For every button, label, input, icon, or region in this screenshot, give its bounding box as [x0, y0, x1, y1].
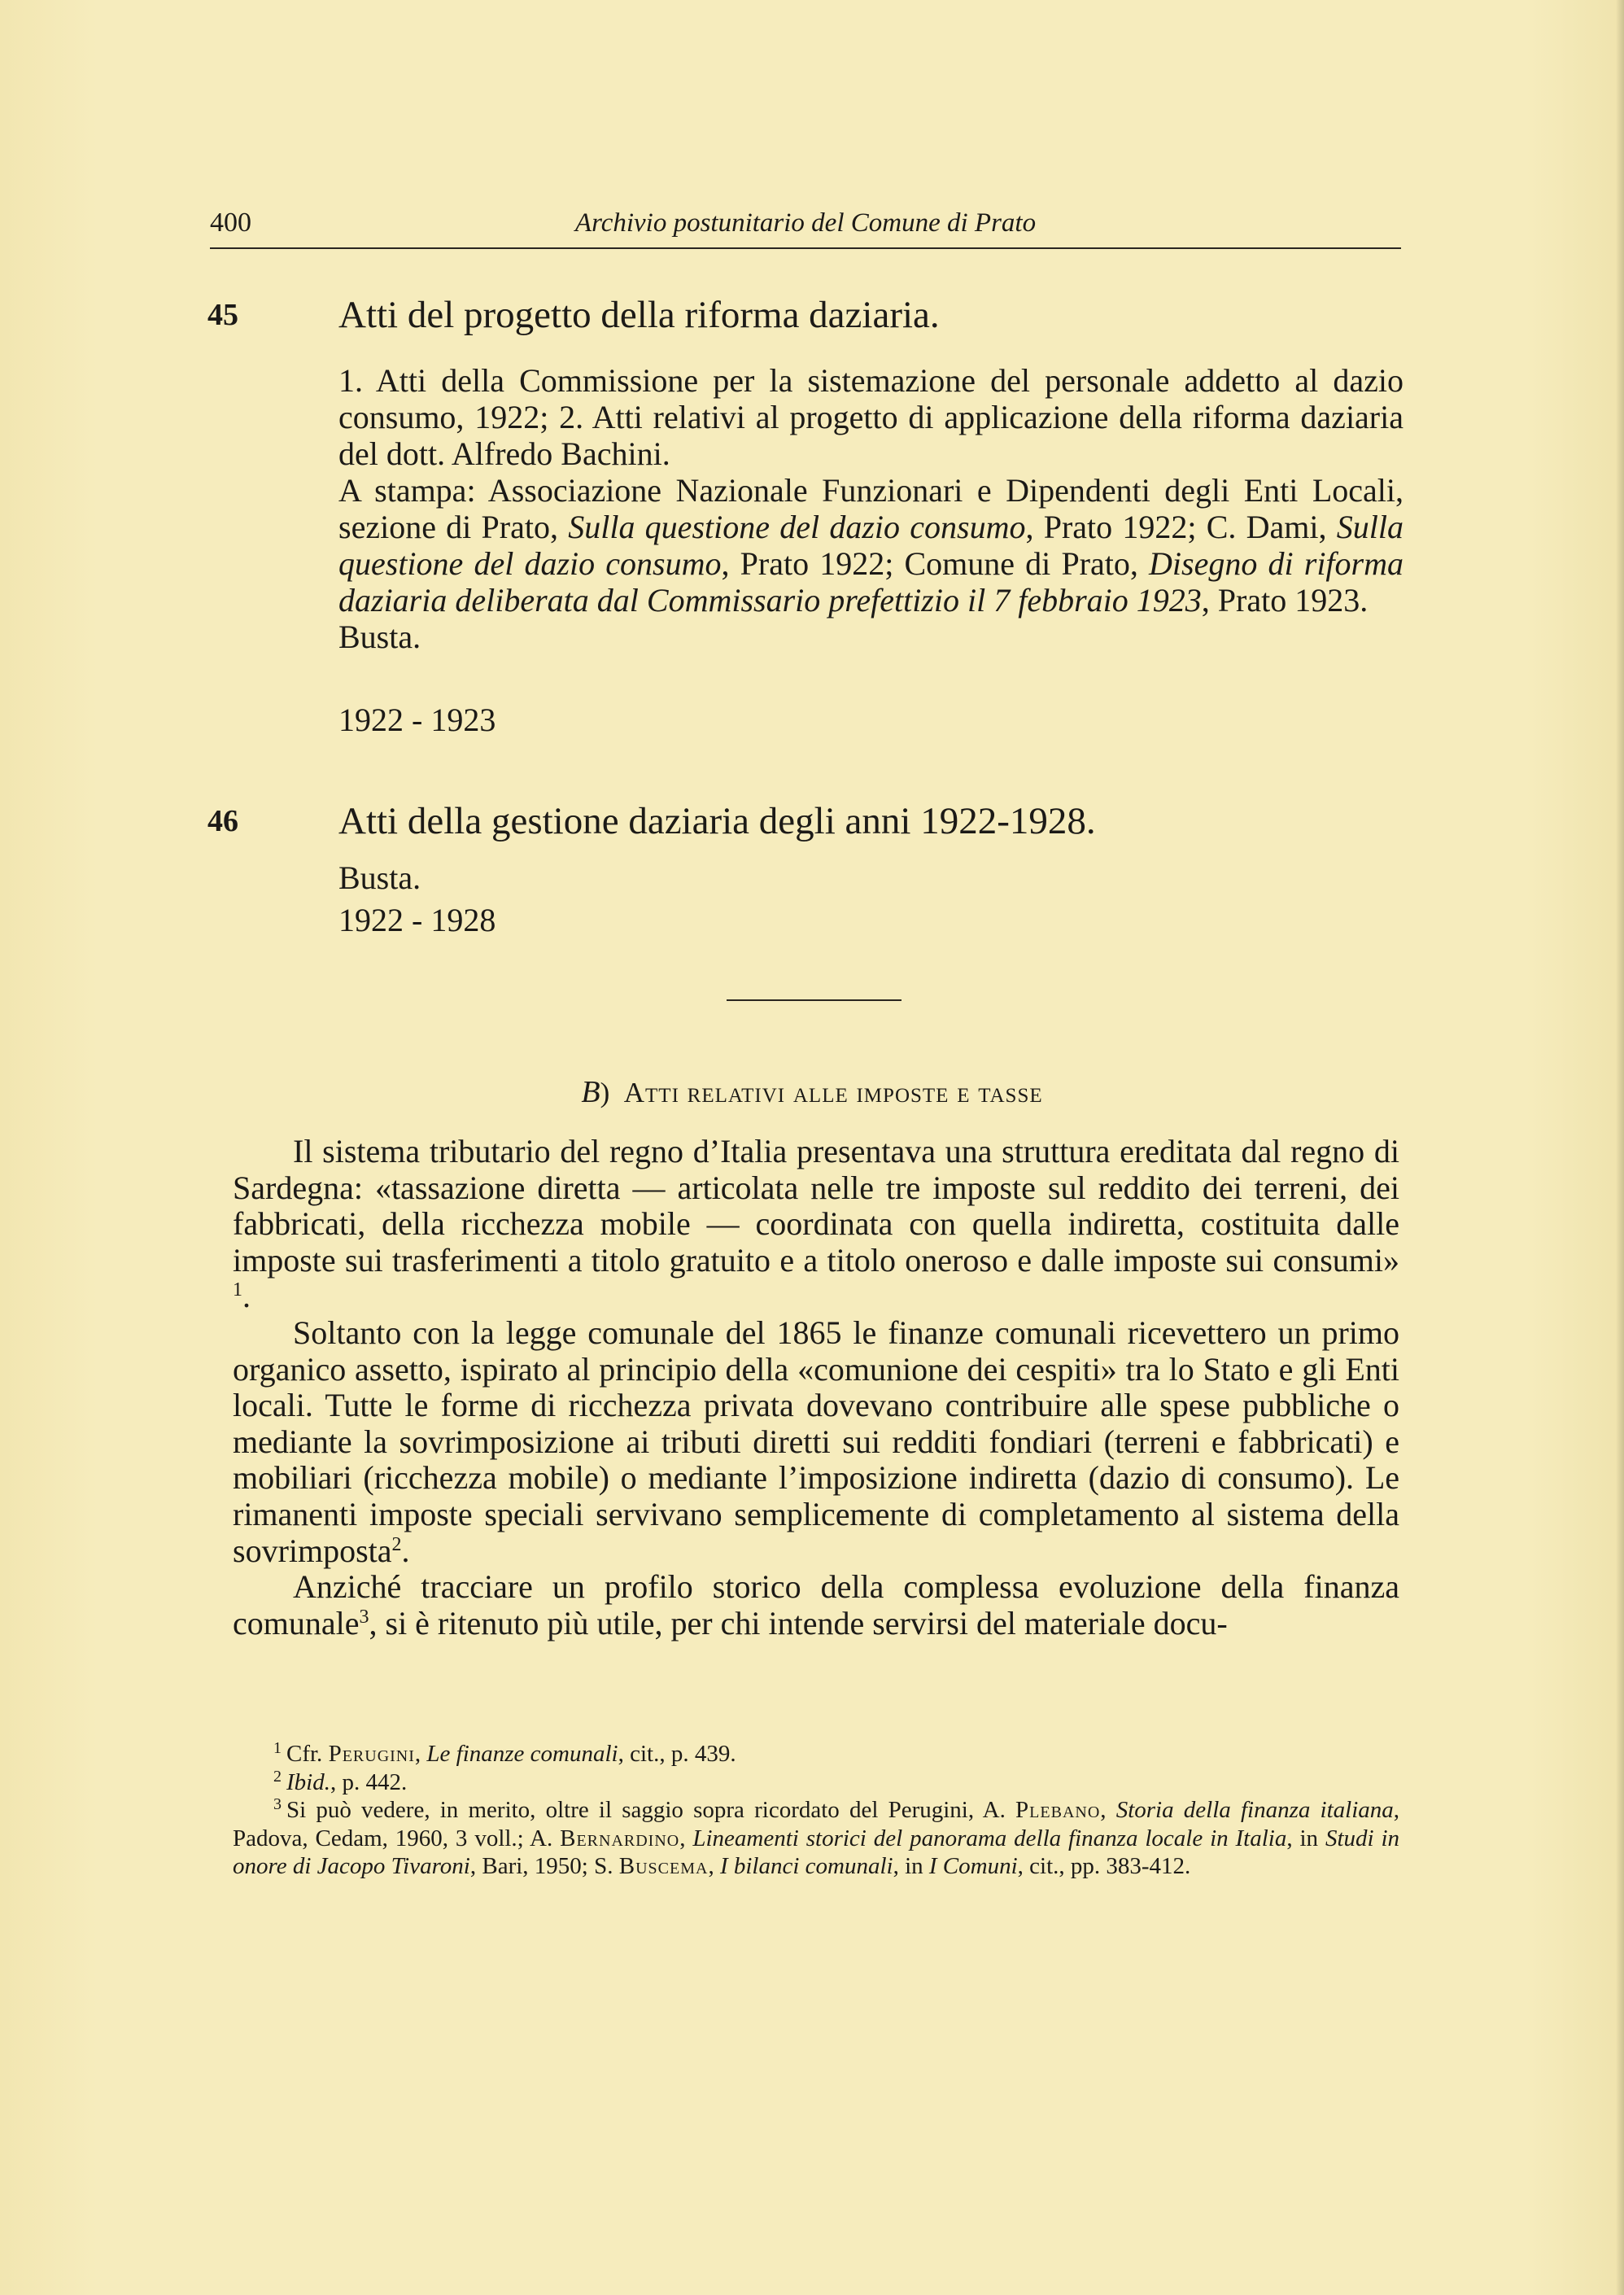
entry-description	[338, 362, 1404, 655]
entry-container: Busta.	[338, 619, 421, 655]
footnote-2: $^2$ Ibid., p. 442.	[273, 1767, 408, 1795]
footnote-ref: 2	[391, 1533, 402, 1555]
running-header	[210, 207, 1401, 249]
entry-description	[338, 859, 1404, 896]
footnote-ref: 1	[233, 1279, 242, 1301]
footnote-1: $^1$ Cfr. Perugini, Le finanze comunali, cit., p. 439.	[273, 1739, 736, 1767]
scan-edge-shadow	[1616, 0, 1624, 2295]
section-title: Atti relativi alle imposte e tasse	[623, 1077, 1043, 1108]
running-title: Archivio postunitario del Comune di Prato	[574, 208, 1037, 238]
section-heading: B) Atti relativi alle imposte e tasse	[581, 1075, 1043, 1109]
entry-title: Atti del progetto della riforma daziaria.	[338, 294, 940, 336]
entry-title: Atti della gestione daziaria degli anni 1922-1928.	[338, 800, 1096, 842]
paragraph: Soltanto con la legge comunale del 1865 le finanze comunali ricevettero un primo organico assetto, ispirato al principio della «comunione dei cespiti» tra lo Stato e gli Enti locali. Tutte le forme di ricchezza privata dovevano contribuire alle spese pubbliche o mediante la sovrimposizione ai tributi diretti sui redditi fondiari (terreni e fabbricati) e mobiliari (ricchezza mobile) o mediante l’imposizione indiretta (dazio di consumo). Le rimanenti imposte speciali servivano semplicemente di completamento al sistema della sovrimposta$^2$.	[233, 1314, 1399, 1569]
paragraph: Il sistema tributario del regno d’Italia presentava una struttura ereditata dal regno di Sardegna: «tassazione diretta — articolata nelle tre imposte sul reddito dei terreni, dei fabbricati, della ricchezza mobile — coordinata con quella indiretta, costituita dalle imposte sui trasferimenti a titolo gratuito e a titolo oneroso e dalle imposte sui consumi» $^1$.	[233, 1133, 1399, 1315]
entry-years: 1922 - 1923	[338, 702, 496, 738]
section-separator	[727, 999, 901, 1001]
footnote-ref: 3	[359, 1606, 369, 1628]
section-letter: B	[581, 1075, 600, 1109]
page-number: 400	[210, 208, 251, 238]
footnotes	[233, 1740, 1399, 1881]
entry-printed-sources: A stampa: Associazione Nazionale Funzionari e Dipendenti degli Enti Locali, sezione di Prato, Sulla questione del dazio consumo, Prato 1922; C. Dami, Sulla questione del dazio consumo, Prato 1922; Comune di Prato, Disegno di riforma daziaria deliberata dal Commissario prefettizio il 7 febbraio 1923, Prato 1923.	[338, 472, 1404, 619]
entry-number: 46	[207, 804, 238, 838]
entry-container: Busta.	[338, 859, 421, 896]
footnote-3: $^3$ Si può vedere, in merito, oltre il saggio sopra ricordato del Perugini, A. Plebano, Storia della finanza italiana, Padova, Cedam, 1960, 3 voll.; A. Bernardino, Lineamenti storici del panorama della finanza locale in Italia, in Studi in onore di Jacopo Tivaroni, Bari, 1950; S. Buscema, I bilanci comunali, in I Comuni, cit., pp. 383-412.	[233, 1795, 1400, 1879]
entry-number: 45	[207, 298, 238, 332]
entry-contents: 1. Atti della Commissione per la sistemazione del personale addetto al dazio consumo, 1922; 2. Atti relativi al progetto di applicazione della riforma daziaria del dott. Alfredo Bachini.	[338, 362, 1404, 472]
entry-years: 1922 - 1928	[338, 902, 496, 938]
paragraph: Anziché tracciare un profilo storico della complessa evoluzione della finanza comunale$^3$, si è ritenuto più utile, per chi intende servirsi del materiale docu-	[233, 1568, 1399, 1641]
body-text	[233, 1134, 1399, 1641]
